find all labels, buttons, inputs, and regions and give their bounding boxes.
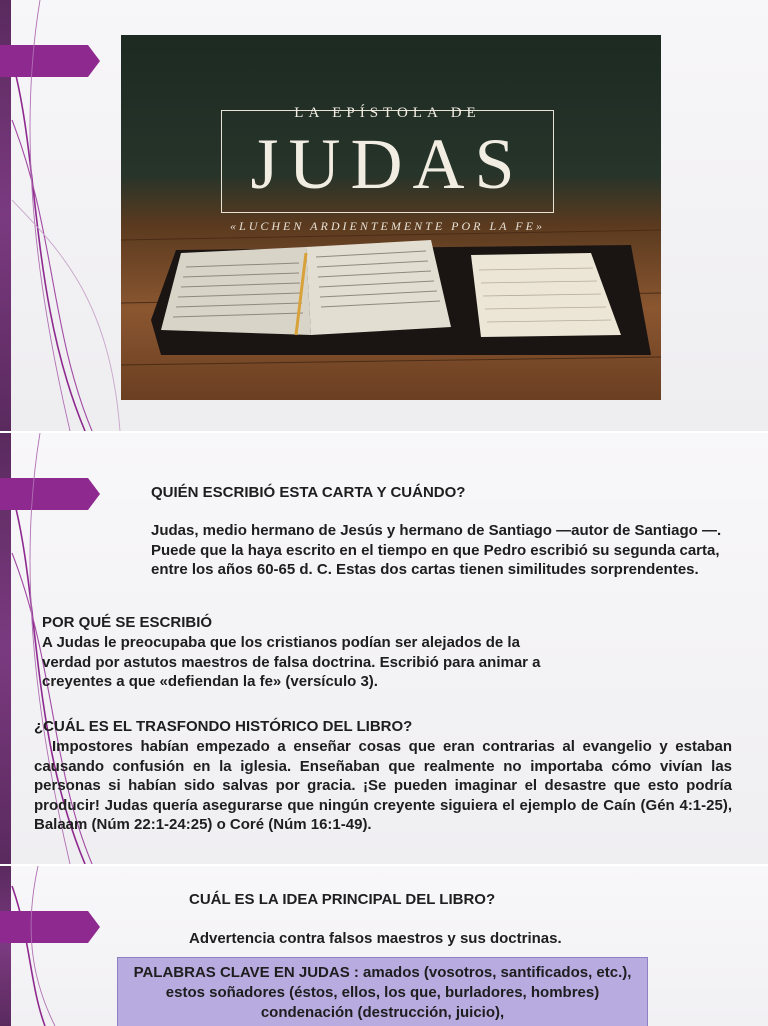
- heading-historical-background: ¿CUÁL ES EL TRASFONDO HISTÓRICO DEL LIBRO?: [34, 718, 413, 735]
- paragraph-historical-background: Impostores habían empezado a enseñar cosas que eran contrarias al evangelio y estaban causando confusión en la iglesia. Enseñaban que realmente no importaba cómo vivían las personas si habían sido salvas por gracia. ¡Se pueden imaginar el desastre que esto podría producir! Judas quería asegurarse que ningún creyente siguiera el ejemplo de Caín (Gén 4:1-25), Balaam (Núm 22:1-24:25) o Coré (Núm 16:1-49).: [34, 738, 732, 833]
- slide-1: [0, 0, 768, 431]
- heading-why-written: POR QUÉ SE ESCRIBIÓ: [42, 614, 213, 631]
- keywords-box: PALABRAS CLAVE EN JUDAS : amados (vosotros, santificados, etc.), estos soñadores (éstos, ellos, los que, burladores, hombres) condenación (destrucción, juicio),: [117, 957, 648, 1026]
- heading-main-idea: CUÁL ES LA IDEA PRINCIPAL DEL LIBRO?: [189, 891, 496, 908]
- paragraph-why-written: A Judas le preocupaba que los cristianos podían ser alejados de la verdad por astutos maestros de falsa doctrina. Escribió para animar a creyentes a que «defiendan la fe» (versículo 3).: [42, 634, 541, 690]
- hero-title-big: JUDAS: [250, 124, 525, 204]
- slide-3: [0, 866, 768, 1026]
- paragraph-main-idea: Advertencia contra falsos maestros y sus doctrinas.: [189, 930, 562, 947]
- accent-arrow: [0, 45, 100, 77]
- slide-2: [0, 433, 768, 864]
- hero-image: [121, 35, 661, 400]
- hero-subtitle: «LUCHEN ARDIENTEMENTE POR LA FE»: [230, 219, 545, 233]
- paragraph-who-wrote: Judas, medio hermano de Jesús y hermano de Santiago —autor de Santiago —. Puede que la haya escrito en el tiempo en que Pedro escribió su segunda carta, entre los años 60-65 d. C. Estas dos cartas tienen similitudes sorprendentes.: [151, 522, 722, 578]
- hero-title-small: LA EPÍSTOLA DE: [294, 105, 481, 121]
- heading-who-wrote: QUIÉN ESCRIBIÓ ESTA CARTA Y CUÁNDO?: [151, 484, 466, 501]
- open-bible-illustration: [121, 35, 661, 400]
- accent-arrow: [0, 478, 100, 510]
- side-bar: [0, 866, 11, 1026]
- decorative-swirl: [0, 866, 130, 1026]
- accent-arrow: [0, 911, 100, 943]
